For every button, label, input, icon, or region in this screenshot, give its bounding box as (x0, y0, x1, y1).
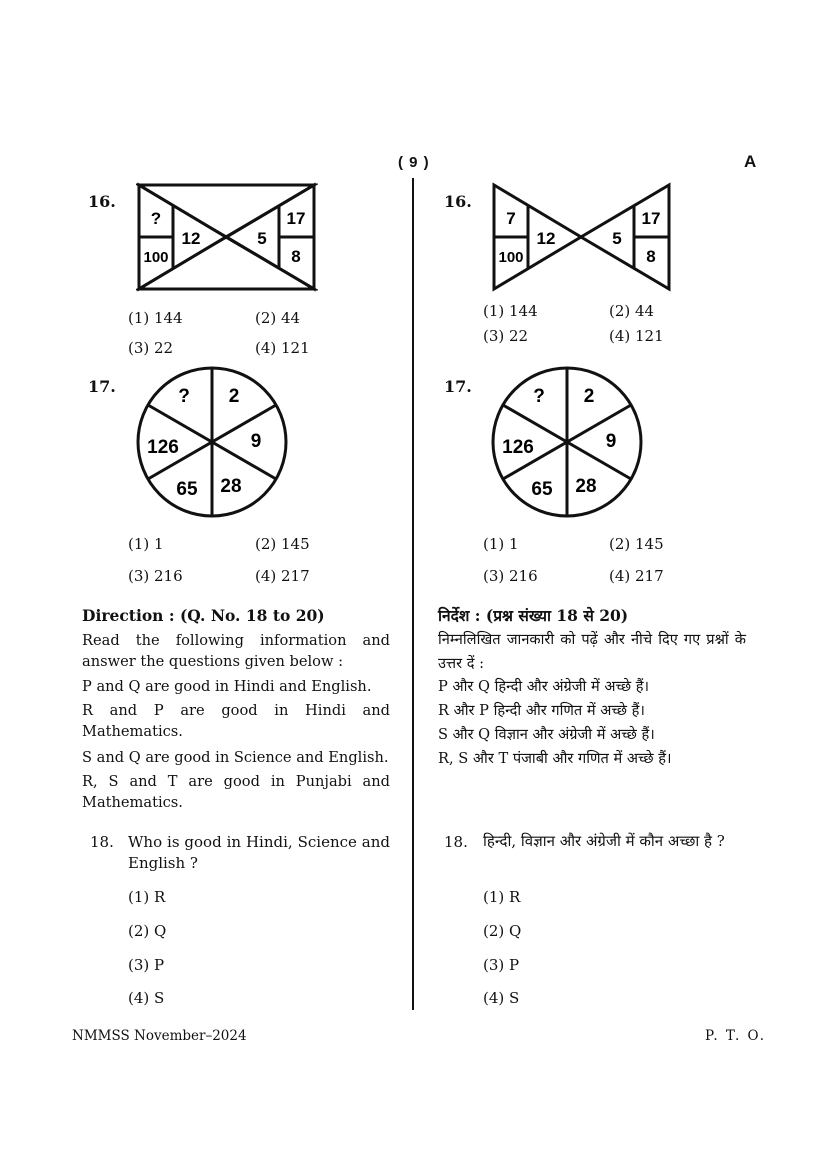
q18-option-4-hi: (4) S (483, 989, 520, 1007)
q17-figure-en (134, 364, 290, 524)
q17-value-top-left: ? (178, 386, 190, 407)
q17-value-bottom-left: 65 (176, 479, 198, 500)
q16-value-right-center: 5 (257, 229, 267, 248)
direction-intro-hi: निम्नलिखित जानकारी को पढ़ें और नीचे दिए गए प्रश्नों के उत्तर दें : (438, 631, 746, 672)
direction-heading-hi: निर्देश : (प्रश्न संख्या 18 से 20) (438, 606, 629, 625)
q16-option-1-en: (1) 144 (128, 309, 183, 327)
q17-value-top-right: 2 (228, 386, 240, 407)
footer-exam-name: NMMSS November–2024 (72, 1028, 247, 1044)
q16-option-4-hi: (4) 121 (609, 327, 664, 345)
q16-value-left-center-hi: 12 (536, 229, 556, 248)
q18-question-en: Who is good in Hindi, Science and English ? (128, 833, 390, 872)
direction-fact-1-hi: P और Q हिन्दी और अंग्रेजी में अच्छे हैं। (438, 678, 650, 695)
q16-value-top-right: 17 (286, 209, 306, 228)
q17-number-hi: 17. (444, 377, 472, 396)
direction-fact-3-en: S and Q are good in Science and English. (82, 749, 389, 766)
q17-value-top-left-hi: ? (533, 386, 545, 407)
q16-option-4-en: (4) 121 (255, 339, 310, 357)
direction-heading-en: Direction : (Q. No. 18 to 20) (82, 606, 325, 625)
q18-number-en: 18. (90, 833, 114, 851)
q18-option-2-hi: (2) Q (483, 922, 522, 940)
q16-value-left-center: 12 (181, 229, 201, 248)
direction-intro-en: Read the following information and answer the questions given below : (82, 632, 390, 670)
q17-option-4-hi: (4) 217 (609, 567, 664, 585)
q17-value-bottom-right-hi: 28 (575, 476, 597, 497)
q16-number-hi: 16. (444, 192, 472, 211)
q16-number-en: 16. (88, 192, 116, 211)
q17-number-en: 17. (88, 377, 116, 396)
q17-option-4-en: (4) 217 (255, 567, 310, 585)
q18-option-2-en: (2) Q (128, 922, 167, 940)
q16-value-bottom-left-hi: 100 (498, 249, 524, 266)
q17-value-left: 126 (147, 437, 179, 458)
q18-option-1-hi: (1) R (483, 888, 521, 906)
q17-option-1-en: (1) 1 (128, 535, 164, 553)
q17-option-2-hi: (2) 145 (609, 535, 664, 553)
q17-value-left-hi: 126 (502, 437, 534, 458)
q17-value-right: 9 (250, 431, 262, 452)
q18-option-1-en: (1) R (128, 888, 166, 906)
q16-value-bottom-left: 100 (143, 249, 169, 266)
q16-option-2-en: (2) 44 (255, 309, 301, 327)
q16-figure-en (136, 182, 318, 296)
q17-value-bottom-left-hi: 65 (531, 479, 553, 500)
q16-value-bottom-right: 8 (291, 247, 301, 266)
direction-fact-1-en: P and Q are good in Hindi and English. (82, 678, 372, 695)
column-divider (412, 178, 414, 1010)
q16-value-top-left-hi: 7 (506, 209, 516, 228)
page-number: ( 9 ) (398, 154, 430, 171)
q17-option-2-en: (2) 145 (255, 535, 310, 553)
q16-value-top-right-hi: 17 (641, 209, 661, 228)
direction-fact-3-hi: S और Q विज्ञान और अंग्रेजी में अच्छे हैं। (438, 726, 655, 743)
q17-option-3-hi: (3) 216 (483, 567, 538, 585)
q18-option-4-en: (4) S (128, 989, 165, 1007)
q18-option-3-en: (3) P (128, 956, 165, 974)
q16-value-bottom-right-hi: 8 (646, 247, 656, 266)
q16-option-1-hi: (1) 144 (483, 302, 538, 320)
q18-question-hi: हिन्दी, विज्ञान और अंग्रेजी में कौन अच्छा है ? (483, 832, 725, 850)
q17-figure-hi (489, 364, 645, 524)
q16-option-3-hi: (3) 22 (483, 327, 529, 345)
q16-value-top-left: ? (150, 209, 162, 228)
direction-fact-4-en: R, S and T are good in Punjabi and Mathematics. (82, 773, 390, 811)
footer-pto: P. T. O. (705, 1028, 767, 1044)
q17-value-right-hi: 9 (605, 431, 617, 452)
q17-value-bottom-right: 28 (220, 476, 242, 497)
q16-value-right-center-hi: 5 (612, 229, 622, 248)
q17-value-top-right-hi: 2 (583, 386, 595, 407)
q16-option-2-hi: (2) 44 (609, 302, 655, 320)
direction-fact-2-hi: R और P हिन्दी और गणित में अच्छे हैं। (438, 702, 645, 719)
q18-option-3-hi: (3) P (483, 956, 520, 974)
q16-option-3-en: (3) 22 (128, 339, 174, 357)
q17-option-1-hi: (1) 1 (483, 535, 519, 553)
q17-option-3-en: (3) 216 (128, 567, 183, 585)
q18-number-hi: 18. (444, 833, 468, 851)
direction-fact-2-en: R and P are good in Hindi and Mathematics. (82, 702, 390, 740)
q16-figure-hi (491, 182, 673, 296)
direction-fact-4-hi: R, S और T पंजाबी और गणित में अच्छे हैं। (438, 750, 672, 767)
set-code: A (744, 152, 757, 171)
